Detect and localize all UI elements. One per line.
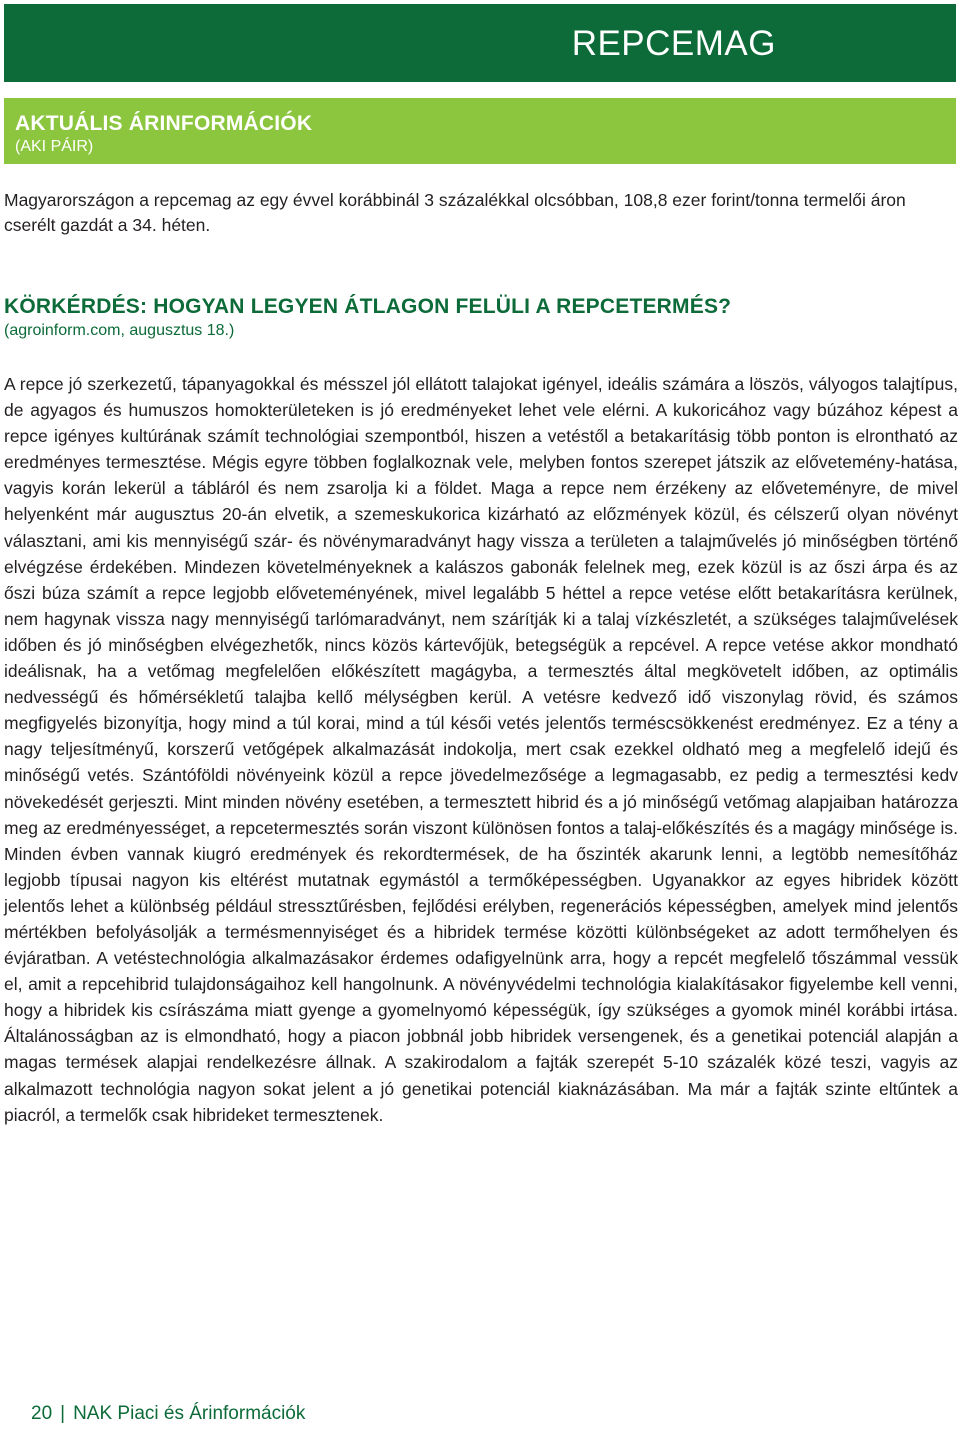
price-section-source: (AKI PÁIR): [15, 138, 94, 155]
survey-section-title: KÖRKÉRDÉS: HOGYAN LEGYEN ÁTLAGON FELÜLI A REPCETERMÉS?: [4, 295, 732, 318]
page-title: REPCEMAG: [571, 24, 776, 63]
article-body: A repce jó szerkezetű, tápanyagokkal és mésszel jól ellátott talajokat igényel, ideális számára a löszös, vályogos talajtípus, de agyagos és humuszos homokterületeken is jó eredményeket lehet vele elérni. A kukoricához vagy búzához képest a repce igényes kultúrának számít technológiai szempontból, hiszen a vetéstől a betakarításig több ponton is elrontható az eredményes termesztése. Mégis egyre többen foglalkoznak vele, melyben fontos szerepet játszik az elővetemény-hatása, vagyis korán lekerül a tábláról és nem zsarolja ki a földet. Maga a repce nem érzékeny az előveteményre, de mivel helyenként már augusztus 20-án elvetik, a szemeskukorica kizárható az előzmények közül, és célszerű olyan növényt választani, ami kis mennyiségű szár- és növénymaradványt hagy vissza a területen a talajművelés jó minőségben történő elvégzése érdekében. Mindezen követelményeknek a kalászos gabonák felelnek meg, ezek közül is az őszi árpa és az őszi búza számít a repce legjobb előveteményének, mivel legalább 5 héttel a repce vetése előtt betakarításra kerülnek, nem hagynak vissza nagy mennyiségű tarlómaradványt, nem szárítják ki a talaj vízkészletét, a szükséges talajművelések időben és jó minőségben elvégezhetők, nincs közös kártevőjük, betegségük a repcével. A repce vetése akkor mondható ideálisnak, ha a vetőmag megfelelően előkészített magágyba, a termesztés által megkövetelt időben, az optimális nedvességű és hőmérsékletű talajba kellő mélységben kerül. A vetésre kedvező idő viszonylag rövid, és számos megfigyelés bizonyítja, hogy mind a túl korai, mind a túl késői vetés jelentős terméscsökkenést eredményez. Ez a tény a nagy teljesítményű, korszerű vetőgépek alkalmazását indokolja, mert csak ezekkel oldható meg a megfelelő idejű és minőségű vetés. Szántóföldi növényeink közül a repce jövedelmezősége a legmagasabb, ez pedig a termesztési kedv növekedését gerjeszti. Mint minden növény esetében, a termesztett hibrid és a jó minőségű vetőmag alapjaiban határozza meg az eredményességet, a repcetermesztés során viszont különösen fontos a talaj-előkészítés és a magágy minősége is. Minden évben vannak kiugró eredmények és rekordtermések, de ha őszinték akarunk lenni, a legtöbb nemesítőház legjobb típusai nagyon kis eltérést mutatnak egymástól a termőképességben. Ugyanakkor az egyes hibridek között jelentős lehet a különbség például stressztűrésben, fejlődési erélyben, regenerációs képességben, amelyek mind jelentős mértékben befolyásolják a termésmennyiséget és a hibridek termése közötti különbségeket az adott termőhelyen és évjáratban. A vetéstechnológia alkalmazásakor érdemes odafigyelnünk arra, hogy a repcét megfelelő tőszámmal vessük el, amit a repcehibrid tulajdonságaihoz kell hangolnunk. A növényvédelmi technológia kialakításakor figyelembe kell venni, hogy a hibridek kis csírászáma miatt gyenge a gyomelnyomó képességük, így szükséges a gyomok minél korábbi irtása. Általánosságban az is elmondható, hogy a piacon jobbnál jobb hibridek versengenek, és a genetikai potenciál alapján a magas termések alapjai rendelkezésre állnak. A szakirodalom a fajták szerepét 5-10 százalék közé teszi, vagyis az alkalmazott technológia nagyon sokat jelent a jó genetikai potenciál kiaknázásában. Ma már a fajták szinte eltűntek a piacról, a termelők csak hibrideket termesztenek.: [4, 374, 958, 1125]
survey-section-source: (agroinform.com, augusztus 18.): [4, 322, 235, 339]
page-footer: [31, 1403, 305, 1425]
price-section-title: AKTUÁLIS ÁRINFORMÁCIÓK: [15, 112, 313, 135]
header-band: [4, 4, 956, 82]
footer-separator: |: [60, 1403, 66, 1424]
price-section-header: [4, 98, 956, 164]
publication-name: NAK Piaci és Árinformációk: [73, 1403, 306, 1424]
page-number: 20: [31, 1403, 53, 1424]
price-paragraph: Magyarországon a repcemag az egy évvel korábbinál 3 százalékkal olcsóbban, 108,8 ezer forint/tonna termelői áron cserélt gazdát a 34. héten.: [4, 190, 906, 235]
